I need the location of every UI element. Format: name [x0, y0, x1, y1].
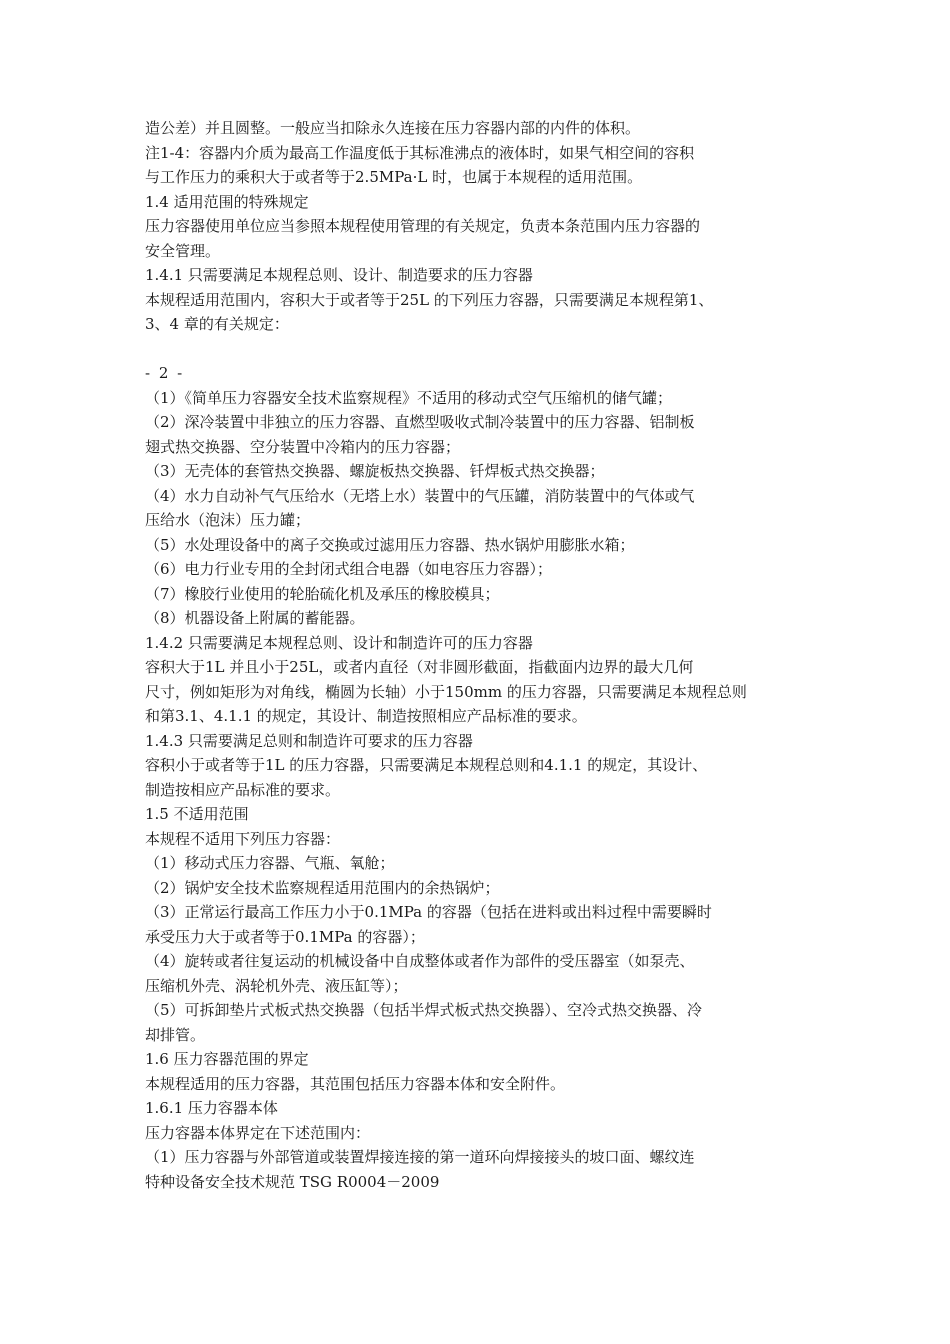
text-line: （4）旋转或者往复运动的机械设备中自成整体或者作为部件的受压器室（如泵壳、: [145, 952, 695, 970]
text-line: 承受压力大于或者等于0.1MPa 的容器）；: [145, 927, 425, 946]
text-line: 本规程不适用下列压力容器：: [145, 829, 341, 848]
text-line: （6）电力行业专用的全封闭式组合电器（如电容压力容器）；: [145, 560, 553, 578]
text-line: （2）深冷装置中非独立的压力容器、直燃型吸收式制冷装置中的压力容器、铝制板: [145, 413, 695, 431]
text-line: 注1-4：容器内介质为最高工作温度低于其标准沸点的液体时，如果气相空间的容积: [145, 143, 695, 162]
text-line: 1.4.1 只需要满足本规程总则、设计、制造要求的压力容器: [145, 266, 533, 284]
text-line: 本规程适用范围内，容积大于或者等于25L 的下列压力容器，只需要满足本规程第1、: [145, 290, 714, 309]
text-line: 与工作压力的乘积大于或者等于2.5MPa·L 时，也属于本规程的适用范围。: [145, 168, 643, 186]
text-line: 本规程适用的压力容器，其范围包括压力容器本体和安全附件。: [145, 1074, 566, 1093]
text-line: 容积小于或者等于1L 的压力容器，只需要满足本规程总则和4.1.1 的规定，其设计、: [145, 756, 708, 774]
text-line: （3）无壳体的套管热交换器、螺旋板热交换器、钎焊板式热交换器；: [145, 462, 605, 480]
text-line: （4）水力自动补气气压给水（无塔上水）装置中的气压罐，消防装置中的气体或气: [145, 486, 695, 505]
text-line: 却排管。: [145, 1025, 206, 1044]
blank-line: [145, 337, 845, 362]
text-line: （1）《简单压力容器安全技术监察规程》不适用的移动式空气压缩机的储气罐；: [145, 388, 673, 407]
text-line: 压给水（泡沫）压力罐；: [145, 511, 311, 529]
text-line: 制造按相应产品标准的要求。: [145, 780, 341, 799]
text-line: 压缩机外壳、涡轮机外壳、液压缸等）；: [145, 976, 408, 995]
text-line: （1）移动式压力容器、气瓶、氧舱；: [145, 854, 395, 872]
text-line: （8）机器设备上附属的蓄能器。: [145, 609, 365, 627]
text-line: （5）可拆卸垫片式板式热交换器（包括半焊式板式热交换器）、空冷式热交换器、冷: [145, 1001, 703, 1019]
text-line: （3）正常运行最高工作压力小于0.1MPa 的容器（包括在进料或出料过程中需要瞬时: [145, 903, 712, 921]
text-line: （1）压力容器与外部管道或装置焊接连接的第一道环向焊接接头的坡口面、螺纹连: [145, 1148, 695, 1166]
text-line: 尺寸，例如矩形为对角线，椭圆为长轴）小于150mm 的压力容器，只需要满足本规程总则: [145, 682, 747, 701]
text-line: 1.4 适用范围的特殊规定: [145, 192, 309, 211]
text-line: 1.4.3 只需要满足总则和制造许可要求的压力容器: [145, 731, 473, 750]
text-block-main: [145, 386, 845, 1170]
footer-standard-code: 特种设备安全技术规范 TSG R0004－2009: [145, 1172, 440, 1191]
text-line: 造公差）并且圆整。一般应当扣除永久连接在压力容器内部的内件的体积。: [145, 119, 641, 137]
text-line: （2）锅炉安全技术监察规程适用范围内的余热锅炉；: [145, 878, 500, 897]
text-line: （7）橡胶行业使用的轮胎硫化机及承压的橡胶模具；: [145, 584, 500, 603]
document-page: [145, 116, 845, 1194]
text-line: 1.5 不适用范围: [145, 805, 249, 823]
text-line: 压力容器使用单位应当参照本规程使用管理的有关规定，负责本条范围内压力容器的: [145, 217, 701, 235]
text-line: 1.6 压力容器范围的界定: [145, 1050, 309, 1068]
text-block-top: [145, 116, 845, 337]
text-line: 和第3.1、4.1.1 的规定，其设计、制造按照相应产品标准的要求。: [145, 707, 587, 725]
text-line: 安全管理。: [145, 241, 221, 260]
text-line: 1.6.1 压力容器本体: [145, 1099, 278, 1117]
text-line: 压力容器本体界定在下述范围内：: [145, 1123, 371, 1142]
text-line: 容积大于1L 并且小于25L，或者内直径（对非圆形截面，指截面内边界的最大几何: [145, 658, 694, 676]
text-line: 3、4 章的有关规定：: [145, 315, 289, 333]
page-number: - 2 -: [145, 364, 185, 382]
text-line: 1.4.2 只需要满足本规程总则、设计和制造许可的压力容器: [145, 633, 533, 652]
text-line: （5）水处理设备中的离子交换或过滤用压力容器、热水锅炉用膨胀水箱；: [145, 535, 635, 554]
text-line: 翅式热交换器、空分装置中冷箱内的压力容器；: [145, 437, 461, 456]
